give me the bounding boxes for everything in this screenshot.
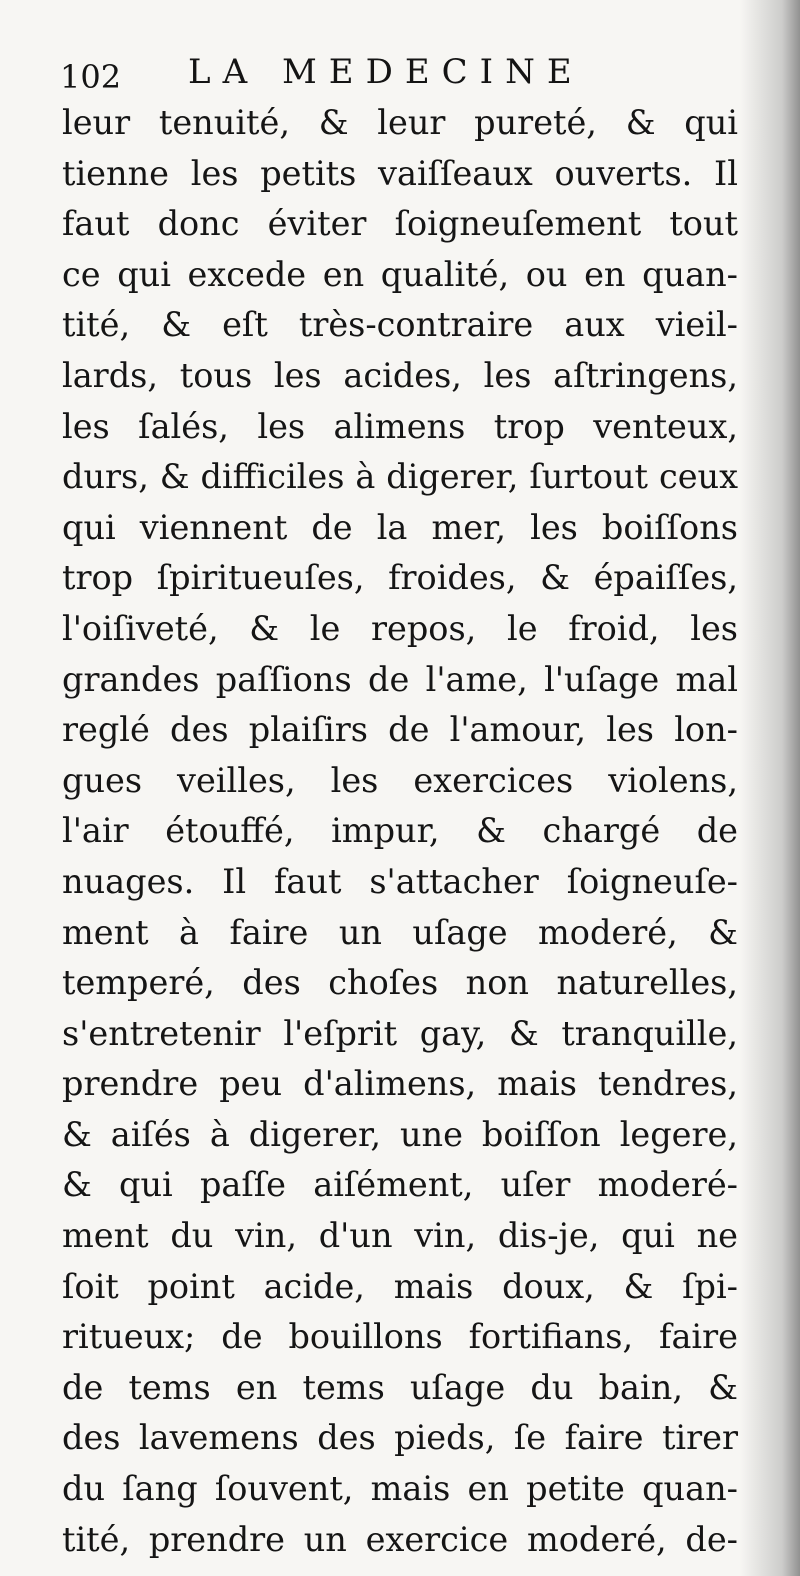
text-line: ment à faire un uſage moderé, & bbox=[62, 912, 738, 952]
text-line: & aiſés à digerer, une boiſſon legere, bbox=[62, 1114, 738, 1154]
text-line: leur tenuité, & leur pureté, & qui bbox=[62, 103, 738, 142]
body-text bbox=[62, 98, 738, 1565]
text-line: tité, & eſt très-contraire aux vieil- bbox=[62, 305, 738, 345]
text-line: faut donc éviter ſoigneuſement tout bbox=[62, 204, 738, 244]
text-line: trop ſpiritueuſes, froides, & épaiſſes, bbox=[62, 558, 738, 598]
text-line: lards, tous les acides, les aſtringens, bbox=[62, 355, 738, 395]
text-line: nuages. Il faut s'attacher ſoigneuſe- bbox=[62, 861, 738, 901]
text-line: gues veilles, les exercices violens, bbox=[62, 760, 738, 800]
text-line: tienne les petits vaiſſeaux ouverts. Il bbox=[62, 153, 738, 193]
text-line: ritueux; de bouillons fortifians, faire bbox=[62, 1317, 738, 1357]
text-line: & qui paſſe aiſément, uſer moderé- bbox=[62, 1165, 738, 1205]
text-line: des lavemens des pieds, ſe faire tirer bbox=[62, 1418, 738, 1458]
text-line: ment du vin, d'un vin, dis-je, qui ne bbox=[62, 1216, 738, 1256]
text-line: qui viennent de la mer, les boiſſons bbox=[62, 507, 738, 547]
text-line: tité, prendre un exercice moderé, de- bbox=[62, 1519, 738, 1559]
text-line: grandes paſſions de l'ame, l'uſage mal bbox=[62, 659, 738, 699]
text-line: reglé des plaiſirs de l'amour, les lon- bbox=[62, 710, 738, 750]
text-line: l'oiſiveté, & le repos, le froid, les bbox=[62, 608, 738, 648]
text-line: l'air étouffé, impur, & chargé de bbox=[62, 811, 738, 851]
text-line: durs, & difficiles à digerer, ſurtout ceux bbox=[62, 457, 738, 497]
text-line: temperé, des choſes non naturelles, bbox=[62, 963, 738, 1003]
text-line: de tems en tems uſage du bain, & bbox=[62, 1367, 738, 1407]
text-line: prendre peu d'alimens, mais tendres, bbox=[62, 1064, 738, 1104]
text-line: ce qui excede en qualité, ou en quan- bbox=[62, 254, 738, 294]
page-number: 102 bbox=[60, 58, 122, 96]
text-line: s'entretenir l'eſprit gay, & tranquille, bbox=[62, 1013, 738, 1053]
page-gutter-shadow bbox=[740, 0, 800, 1576]
running-title: LA MEDECINE bbox=[188, 52, 584, 92]
text-line: les ſalés, les alimens trop venteux, bbox=[62, 406, 738, 446]
text-line: du ſang ſouvent, mais en petite quan- bbox=[62, 1469, 738, 1509]
text-line: ſoit point acide, mais doux, & ſpi- bbox=[62, 1266, 738, 1306]
running-head bbox=[60, 52, 740, 102]
